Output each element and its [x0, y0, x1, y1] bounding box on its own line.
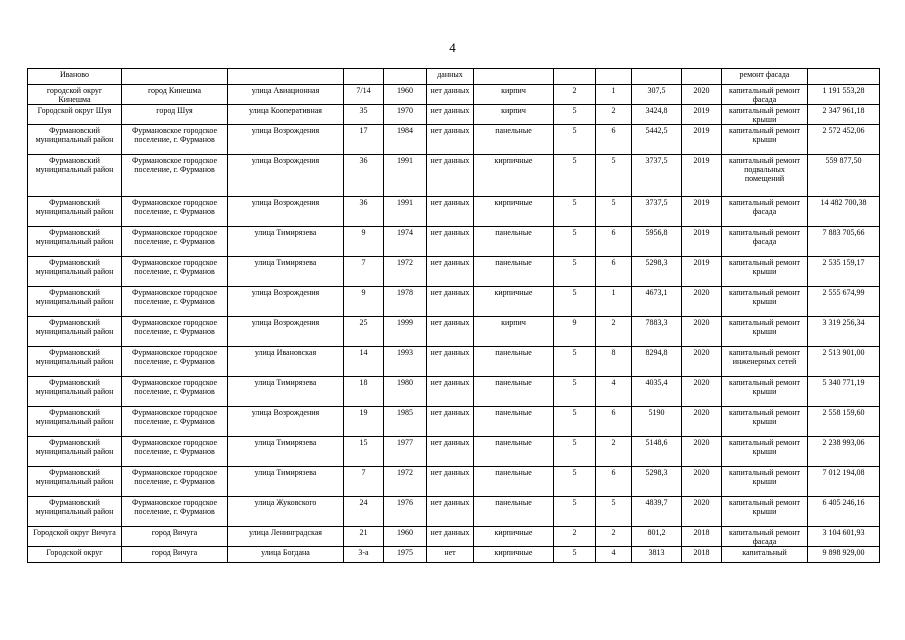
- cell-work-type: капитальный ремонт крыши: [722, 437, 808, 467]
- cell-street: улица Тимирязева: [228, 377, 344, 407]
- cell-entrances: 2: [596, 105, 632, 125]
- cell-cost: 2 558 159,60: [808, 407, 880, 437]
- cell-wall-material: панельные: [474, 227, 554, 257]
- cell-district: Фурмановский муниципальный район: [28, 125, 122, 155]
- cell-wall-material: кирпич: [474, 85, 554, 105]
- cell-year-built: 1975: [384, 547, 427, 563]
- cell-work-type: капитальный ремонт крыши: [722, 497, 808, 527]
- cell-wall-material: кирпичные: [474, 197, 554, 227]
- cell-year-built: 1978: [384, 287, 427, 317]
- cell-floors: 5: [554, 437, 596, 467]
- cell-street: улица Тимирязева: [228, 467, 344, 497]
- cell-street: улица Тимирязева: [228, 227, 344, 257]
- cell-status: данных: [427, 69, 474, 85]
- cell-floors: 5: [554, 497, 596, 527]
- cell-work-year: 2020: [682, 347, 722, 377]
- cell-status: нет данных: [427, 437, 474, 467]
- cell-year-built: [384, 69, 427, 85]
- cell-year-built: 1974: [384, 227, 427, 257]
- table-row: [28, 497, 880, 527]
- table-row: [28, 155, 880, 197]
- cell-status: нет данных: [427, 407, 474, 437]
- cell-area: 4035,4: [632, 377, 682, 407]
- cell-house-number: 7: [344, 257, 384, 287]
- cell-house-number: 18: [344, 377, 384, 407]
- cell-entrances: 4: [596, 547, 632, 563]
- table-row: [28, 85, 880, 105]
- cell-street: улица Тимирязева: [228, 437, 344, 467]
- cell-settlement: Фурмановское городское поселение, г. Фурманов: [122, 125, 228, 155]
- cell-work-year: 2020: [682, 287, 722, 317]
- cell-area: 7883,3: [632, 317, 682, 347]
- cell-status: нет данных: [427, 347, 474, 377]
- cell-status: нет данных: [427, 85, 474, 105]
- cell-wall-material: панельные: [474, 125, 554, 155]
- cell-entrances: 8: [596, 347, 632, 377]
- cell-year-built: 1984: [384, 125, 427, 155]
- cell-district: Городской округ: [28, 547, 122, 563]
- cell-settlement: Фурмановское городское поселение, г. Фурманов: [122, 287, 228, 317]
- cell-work-type: капитальный ремонт фасада: [722, 527, 808, 547]
- cell-wall-material: кирпичные: [474, 287, 554, 317]
- cell-work-year: 2020: [682, 85, 722, 105]
- cell-district: Фурмановский муниципальный район: [28, 197, 122, 227]
- cell-area: [632, 69, 682, 85]
- cell-cost: 1 191 553,28: [808, 85, 880, 105]
- cell-area: 8294,8: [632, 347, 682, 377]
- cell-work-year: 2019: [682, 257, 722, 287]
- cell-house-number: 15: [344, 437, 384, 467]
- cell-year-built: 1960: [384, 85, 427, 105]
- cell-work-year: 2020: [682, 377, 722, 407]
- cell-area: 4673,1: [632, 287, 682, 317]
- cell-work-year: 2020: [682, 407, 722, 437]
- cell-status: нет данных: [427, 155, 474, 197]
- cell-year-built: 1999: [384, 317, 427, 347]
- cell-area: 5298,3: [632, 467, 682, 497]
- cell-settlement: Фурмановское городское поселение, г. Фурманов: [122, 407, 228, 437]
- cell-street: [228, 69, 344, 85]
- cell-settlement: Фурмановское городское поселение, г. Фурманов: [122, 347, 228, 377]
- cell-work-type: капитальный ремонт крыши: [722, 105, 808, 125]
- cell-floors: 5: [554, 105, 596, 125]
- cell-district: Фурмановский муниципальный район: [28, 437, 122, 467]
- cell-district: Фурмановский муниципальный район: [28, 377, 122, 407]
- cell-settlement: Фурмановское городское поселение, г. Фурманов: [122, 497, 228, 527]
- cell-year-built: 1991: [384, 197, 427, 227]
- cell-cost: 2 347 961,18: [808, 105, 880, 125]
- cell-status: нет данных: [427, 377, 474, 407]
- cell-year-built: 1985: [384, 407, 427, 437]
- cell-house-number: 9: [344, 287, 384, 317]
- cell-entrances: 6: [596, 467, 632, 497]
- cell-settlement: Фурмановское городское поселение, г. Фурманов: [122, 377, 228, 407]
- cell-status: нет данных: [427, 125, 474, 155]
- cell-work-type: капитальный ремонт крыши: [722, 317, 808, 347]
- cell-district: Городской округ Вичуга: [28, 527, 122, 547]
- cell-year-built: 1980: [384, 377, 427, 407]
- cell-wall-material: панельные: [474, 497, 554, 527]
- cell-work-type: ремонт фасада: [722, 69, 808, 85]
- cell-work-type: капитальный ремонт подвальных помещений: [722, 155, 808, 197]
- cell-cost: 3 319 256,34: [808, 317, 880, 347]
- cell-settlement: [122, 69, 228, 85]
- cell-house-number: 36: [344, 197, 384, 227]
- cell-settlement: Фурмановское городское поселение, г. Фурманов: [122, 257, 228, 287]
- cell-work-type: капитальный ремонт крыши: [722, 407, 808, 437]
- cell-floors: 5: [554, 287, 596, 317]
- cell-house-number: 24: [344, 497, 384, 527]
- cell-floors: 9: [554, 317, 596, 347]
- cell-street: улица Возрождения: [228, 317, 344, 347]
- cell-wall-material: кирпичные: [474, 527, 554, 547]
- table-row: [28, 105, 880, 125]
- cell-work-type: капитальный ремонт крыши: [722, 125, 808, 155]
- cell-wall-material: [474, 69, 554, 85]
- table-row: [28, 69, 880, 85]
- cell-cost: [808, 69, 880, 85]
- cell-floors: 5: [554, 257, 596, 287]
- cell-wall-material: кирпич: [474, 105, 554, 125]
- cell-floors: [554, 69, 596, 85]
- cell-work-type: капитальный ремонт крыши: [722, 467, 808, 497]
- cell-house-number: 21: [344, 527, 384, 547]
- cell-entrances: 5: [596, 197, 632, 227]
- cell-entrances: 2: [596, 317, 632, 347]
- cell-floors: 5: [554, 125, 596, 155]
- cell-floors: 5: [554, 155, 596, 197]
- cell-entrances: 6: [596, 407, 632, 437]
- cell-area: 4839,7: [632, 497, 682, 527]
- cell-cost: 2 572 452,06: [808, 125, 880, 155]
- page-number: 4: [449, 40, 456, 55]
- cell-district: городской округ Кинешма: [28, 85, 122, 105]
- cell-house-number: 36: [344, 155, 384, 197]
- cell-work-year: 2019: [682, 125, 722, 155]
- cell-work-year: 2018: [682, 547, 722, 563]
- cell-settlement: Фурмановское городское поселение, г. Фурманов: [122, 155, 228, 197]
- cell-entrances: 2: [596, 437, 632, 467]
- cell-settlement: город Кинешма: [122, 85, 228, 105]
- cell-work-year: 2018: [682, 527, 722, 547]
- cell-entrances: 5: [596, 155, 632, 197]
- cell-wall-material: панельные: [474, 257, 554, 287]
- cell-settlement: Фурмановское городское поселение, г. Фурманов: [122, 317, 228, 347]
- cell-settlement: город Вичуга: [122, 547, 228, 563]
- cell-work-year: 2019: [682, 105, 722, 125]
- cell-area: 801,2: [632, 527, 682, 547]
- cell-wall-material: панельные: [474, 347, 554, 377]
- cell-work-year: 2020: [682, 437, 722, 467]
- cell-area: 5956,8: [632, 227, 682, 257]
- cell-entrances: 1: [596, 287, 632, 317]
- cell-cost: 6 405 246,16: [808, 497, 880, 527]
- cell-house-number: [344, 69, 384, 85]
- cell-district: Фурмановский муниципальный район: [28, 155, 122, 197]
- cell-cost: 7 012 194,08: [808, 467, 880, 497]
- cell-work-year: [682, 69, 722, 85]
- cell-year-built: 1993: [384, 347, 427, 377]
- cell-district: Фурмановский муниципальный район: [28, 347, 122, 377]
- cell-floors: 5: [554, 347, 596, 377]
- table-row: [28, 437, 880, 467]
- cell-wall-material: панельные: [474, 407, 554, 437]
- cell-floors: 2: [554, 527, 596, 547]
- cell-district: Иваново: [28, 69, 122, 85]
- cell-street: улица Жуковского: [228, 497, 344, 527]
- cell-entrances: 4: [596, 377, 632, 407]
- cell-status: нет данных: [427, 227, 474, 257]
- cell-entrances: 6: [596, 227, 632, 257]
- table-row: [28, 347, 880, 377]
- cell-district: Фурмановский муниципальный район: [28, 227, 122, 257]
- cell-status: нет данных: [427, 105, 474, 125]
- cell-settlement: Фурмановское городское поселение, г. Фурманов: [122, 227, 228, 257]
- cell-cost: 559 877,50: [808, 155, 880, 197]
- cell-area: 3737,5: [632, 155, 682, 197]
- cell-area: 5442,5: [632, 125, 682, 155]
- cell-district: Фурмановский муниципальный район: [28, 497, 122, 527]
- cell-street: улица Ленинградская: [228, 527, 344, 547]
- cell-entrances: 5: [596, 497, 632, 527]
- cell-work-type: капитальный ремонт инженерных сетей: [722, 347, 808, 377]
- cell-settlement: Фурмановское городское поселение, г. Фурманов: [122, 197, 228, 227]
- cell-street: улица Возрождения: [228, 155, 344, 197]
- cell-work-type: капитальный ремонт фасада: [722, 85, 808, 105]
- cell-status: нет данных: [427, 467, 474, 497]
- cell-settlement: Фурмановское городское поселение, г. Фурманов: [122, 437, 228, 467]
- cell-year-built: 1972: [384, 257, 427, 287]
- cell-entrances: 6: [596, 125, 632, 155]
- table-row: [28, 287, 880, 317]
- table-row: [28, 527, 880, 547]
- cell-work-year: 2020: [682, 497, 722, 527]
- cell-work-type: капитальный ремонт фасада: [722, 227, 808, 257]
- cell-work-year: 2019: [682, 155, 722, 197]
- cell-year-built: 1991: [384, 155, 427, 197]
- cell-district: Фурмановский муниципальный район: [28, 317, 122, 347]
- cell-work-type: капитальный ремонт крыши: [722, 287, 808, 317]
- cell-floors: 5: [554, 407, 596, 437]
- cell-status: нет данных: [427, 257, 474, 287]
- cell-cost: 2 238 993,06: [808, 437, 880, 467]
- cell-street: улица Тимирязева: [228, 257, 344, 287]
- cell-street: улица Возрождения: [228, 197, 344, 227]
- cell-cost: 2 555 674,99: [808, 287, 880, 317]
- cell-area: 3737,5: [632, 197, 682, 227]
- cell-house-number: 17: [344, 125, 384, 155]
- cell-area: 5298,3: [632, 257, 682, 287]
- table-row: [28, 125, 880, 155]
- cell-floors: 5: [554, 197, 596, 227]
- cell-street: улица Авиационная: [228, 85, 344, 105]
- cell-work-year: 2020: [682, 467, 722, 497]
- cell-wall-material: панельные: [474, 467, 554, 497]
- cell-house-number: 14: [344, 347, 384, 377]
- cell-cost: 9 898 929,00: [808, 547, 880, 563]
- cell-street: улица Возрождения: [228, 125, 344, 155]
- cell-area: 5190: [632, 407, 682, 437]
- cell-year-built: 1960: [384, 527, 427, 547]
- cell-year-built: 1970: [384, 105, 427, 125]
- cell-floors: 5: [554, 467, 596, 497]
- cell-entrances: 2: [596, 527, 632, 547]
- cell-house-number: 25: [344, 317, 384, 347]
- cell-area: 3424,8: [632, 105, 682, 125]
- cell-street: улица Богдана: [228, 547, 344, 563]
- cell-status: нет данных: [427, 497, 474, 527]
- cell-wall-material: кирпичные: [474, 155, 554, 197]
- table-row: [28, 377, 880, 407]
- cell-district: Фурмановский муниципальный район: [28, 407, 122, 437]
- table-row: [28, 257, 880, 287]
- cell-cost: 5 340 771,19: [808, 377, 880, 407]
- table-row: [28, 197, 880, 227]
- cell-house-number: 19: [344, 407, 384, 437]
- cell-floors: 5: [554, 547, 596, 563]
- cell-status: нет данных: [427, 287, 474, 317]
- cell-area: 307,5: [632, 85, 682, 105]
- cell-district: Фурмановский муниципальный район: [28, 287, 122, 317]
- cell-district: Фурмановский муниципальный район: [28, 467, 122, 497]
- cell-wall-material: панельные: [474, 377, 554, 407]
- cell-status: нет данных: [427, 197, 474, 227]
- cell-work-year: 2019: [682, 227, 722, 257]
- cell-cost: 3 104 601,93: [808, 527, 880, 547]
- cell-wall-material: кирпич: [474, 317, 554, 347]
- cell-work-type: капитальный ремонт фасада: [722, 197, 808, 227]
- cell-house-number: 3-а: [344, 547, 384, 563]
- cell-wall-material: панельные: [474, 437, 554, 467]
- cell-area: 3813: [632, 547, 682, 563]
- cell-settlement: город Шуя: [122, 105, 228, 125]
- table-row: [28, 407, 880, 437]
- buildings-table: [27, 68, 880, 563]
- cell-work-year: 2019: [682, 197, 722, 227]
- cell-street: улица Кооперативная: [228, 105, 344, 125]
- cell-entrances: 1: [596, 85, 632, 105]
- cell-settlement: город Вичуга: [122, 527, 228, 547]
- cell-entrances: 6: [596, 257, 632, 287]
- cell-floors: 5: [554, 377, 596, 407]
- cell-entrances: [596, 69, 632, 85]
- cell-year-built: 1977: [384, 437, 427, 467]
- cell-house-number: 7: [344, 467, 384, 497]
- cell-work-type: капитальный ремонт крыши: [722, 377, 808, 407]
- cell-street: улица Возрождения: [228, 287, 344, 317]
- cell-year-built: 1976: [384, 497, 427, 527]
- cell-floors: 5: [554, 227, 596, 257]
- cell-district: Городской округ Шуя: [28, 105, 122, 125]
- cell-settlement: Фурмановское городское поселение, г. Фурманов: [122, 467, 228, 497]
- table-row: [28, 317, 880, 347]
- table-row: [28, 467, 880, 497]
- cell-cost: 14 482 700,38: [808, 197, 880, 227]
- cell-cost: 2 535 159,17: [808, 257, 880, 287]
- cell-status: нет данных: [427, 317, 474, 347]
- cell-floors: 2: [554, 85, 596, 105]
- table-row: [28, 547, 880, 563]
- cell-street: улица Возрождения: [228, 407, 344, 437]
- cell-year-built: 1972: [384, 467, 427, 497]
- cell-status: нет данных: [427, 527, 474, 547]
- cell-work-year: 2020: [682, 317, 722, 347]
- table-row: [28, 227, 880, 257]
- cell-work-type: капитальный ремонт крыши: [722, 257, 808, 287]
- cell-work-type: капитальный: [722, 547, 808, 563]
- cell-cost: 7 883 705,66: [808, 227, 880, 257]
- cell-cost: 2 513 901,00: [808, 347, 880, 377]
- cell-house-number: 7/14: [344, 85, 384, 105]
- cell-house-number: 35: [344, 105, 384, 125]
- cell-area: 5148,6: [632, 437, 682, 467]
- cell-wall-material: кирпичные: [474, 547, 554, 563]
- cell-district: Фурмановский муниципальный район: [28, 257, 122, 287]
- cell-house-number: 9: [344, 227, 384, 257]
- cell-street: улица Ивановская: [228, 347, 344, 377]
- cell-status: нет: [427, 547, 474, 563]
